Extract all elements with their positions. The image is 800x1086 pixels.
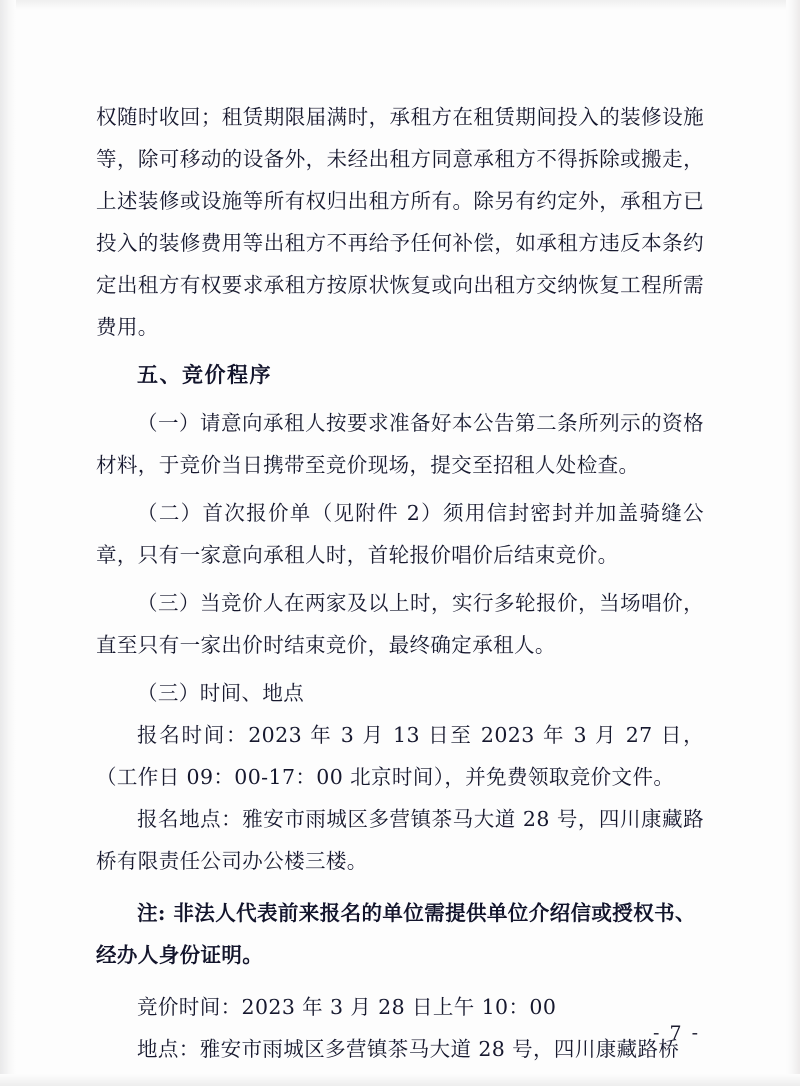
paragraph-note: 注: 非法人代表前来报名的单位需提供单位介绍信或授权书、经办人身份证明。 <box>96 901 696 967</box>
paragraph-registration-place: 报名地点：雅安市雨城区多营镇茶马大道 28 号，四川康藏路桥有限责任公司办公楼三楼。 <box>96 807 704 873</box>
scan-edge-left <box>0 0 16 1086</box>
page-number: - 7 - <box>652 1022 700 1044</box>
paragraph-bidding-place: 地点：雅安市雨城区多营镇茶马大道 28 号，四川康藏路桥 <box>137 1037 680 1061</box>
scan-edge-top <box>0 0 800 10</box>
section-heading-bidding-procedure: 五、竞价程序 <box>137 362 272 387</box>
scan-edge-right <box>786 0 800 1086</box>
paragraph-registration-time: 报名时间：2023 年 3 月 13 日至 2023 年 3 月 27 日，（工作日 09：00-17：00 北京时间），并免费领取竞价文件。 <box>96 723 704 789</box>
paragraph-lease-restoration: 权随时收回；租赁期限届满时，承租方在租赁期间投入的装修设施等，除可移动的设备外，未经出租方同意承租方不得拆除或搬走，上述装修或设施等所有权归出租方所有。除另有约定外，承租方已投入的装修费用等出租方不再给予任何补偿，如承租方违反本条约定出租方有权要求承租方按原状恢复或向出租方交纳恢复工程所需费用。 <box>96 105 704 339</box>
paragraph-item-1: （一）请意向承租人按要求准备好本公告第二条所列示的资格材料，于竞价当日携带至竞价现场，提交至招租人处检查。 <box>96 411 704 477</box>
scan-edge-bottom <box>0 1074 800 1086</box>
paragraph-item-2: （二）首次报价单（见附件 2）须用信封密封并加盖骑缝公章，只有一家意向承租人时，首轮报价唱价后结束竞价。 <box>96 501 704 567</box>
paragraph-bidding-time: 竞价时间：2023 年 3 月 28 日上午 10：00 <box>137 995 557 1019</box>
paragraph-item-3: （三）当竞价人在两家及以上时，实行多轮报价，当场唱价，直至只有一家出价时结束竞价，最终确定承租人。 <box>96 591 704 657</box>
document-body <box>96 96 704 1070</box>
paragraph-item-3-time-place: （三）时间、地点 <box>137 681 305 705</box>
